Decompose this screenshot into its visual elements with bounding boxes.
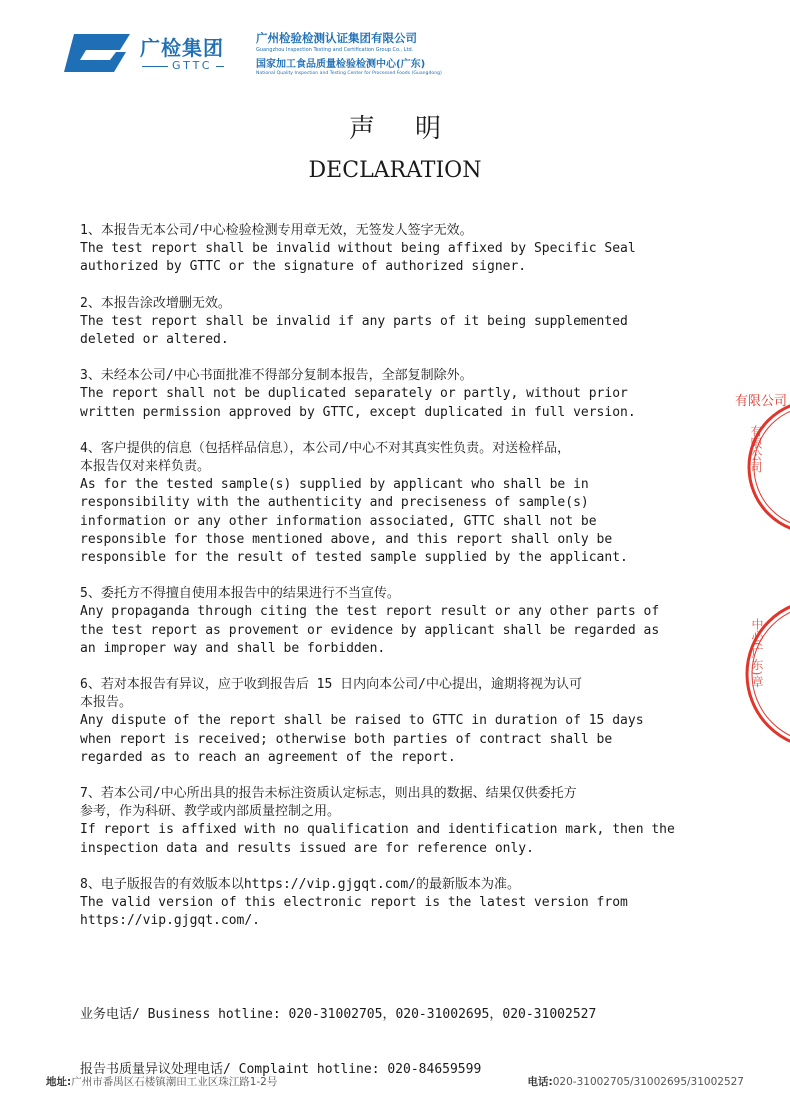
declaration-line: authorized by GTTC or the signature of authorized signer. bbox=[80, 259, 527, 275]
brand-divider bbox=[216, 66, 224, 67]
declaration-line: responsible for those mentioned above, and this report shall only be bbox=[80, 531, 613, 547]
seal-text-1: 有限公司 bbox=[749, 425, 763, 473]
declaration-line: information or any other information associated, GTTC shall not be bbox=[80, 513, 597, 529]
phone-value: 020-31002705/31002695/31002527 bbox=[552, 1076, 744, 1088]
business-hotline: 业务电话/ Business hotline: 020-31002705，020-31002695，020-31002527 bbox=[80, 1007, 597, 1023]
declaration-line: responsibility with the authenticity and preciseness of sample(s) bbox=[80, 495, 589, 511]
brand-name-cn: 广检集团 bbox=[140, 36, 224, 60]
company-block bbox=[256, 30, 466, 76]
declaration-line: 7、若本公司/中心所出具的报告未标注资质认定标志，则出具的数据、结果仅供委托方 bbox=[80, 786, 577, 802]
address-value: 广州市番禺区石楼镇潮田工业区珠江路1-2号 bbox=[71, 1076, 278, 1088]
declaration-item-5 bbox=[80, 585, 720, 658]
declaration-line: 6、若对本报告有异议，应于收到报告后 15 日内向本公司/中心提出，逾期将视为认可 bbox=[80, 677, 582, 693]
company-name-en: Guangzhou Inspection Testing and Certification Group Co., Ltd. bbox=[256, 47, 414, 53]
declaration-item-6 bbox=[80, 676, 720, 767]
gttc-logo-icon bbox=[60, 28, 132, 78]
declaration-item-4 bbox=[80, 440, 720, 567]
declaration-item-8 bbox=[80, 876, 720, 931]
center-name-en: National Quality Inspection and Testing Center for Processed Foods (Guangdong) bbox=[256, 71, 442, 76]
declaration-line: The report shall not be duplicated separately or partly, without prior bbox=[80, 386, 628, 402]
phone-label: 电话: bbox=[527, 1076, 553, 1088]
declaration-line: 本报告。 bbox=[80, 695, 133, 711]
declaration-line: Any propaganda through citing the test report result or any other parts of bbox=[80, 604, 660, 620]
declaration-line: responsible for the result of tested sample supplied by the applicant. bbox=[80, 550, 628, 566]
declaration-line: The test report shall be invalid if any parts of it being supplemented bbox=[80, 313, 628, 329]
declaration-line: 8、电子版报告的有效版本以https://vip.gjgqt.com/的最新版本为准。 bbox=[80, 876, 521, 892]
declaration-line: The valid version of this electronic report is the latest version from bbox=[80, 895, 628, 911]
declaration-line: The test report shall be invalid without being affixed by Specific Seal bbox=[80, 241, 636, 257]
footer-phone bbox=[528, 1074, 744, 1089]
declaration-line: As for the tested sample(s) supplied by applicant who shall be in bbox=[80, 477, 589, 493]
seal-text: 有限公司 bbox=[735, 394, 788, 409]
seal-text-2: 中心(广东)章 bbox=[750, 618, 764, 688]
declaration-line: an improper way and shall be forbidden. bbox=[80, 640, 386, 656]
declaration-body bbox=[80, 222, 720, 949]
brand-name-en bbox=[138, 59, 228, 72]
declaration-line: 本报告仅对来样负责。 bbox=[80, 459, 211, 475]
center-name-cn: 国家加工食品质量检验检测中心(广东) bbox=[256, 59, 426, 70]
declaration-line: deleted or altered. bbox=[80, 332, 229, 348]
declaration-line: inspection data and results issued are for reference only. bbox=[80, 840, 534, 856]
brand-divider bbox=[142, 66, 168, 67]
declaration-line: 4、客户提供的信息（包括样品信息），本公司/中心不对其真实性负责。对送检样品， bbox=[80, 440, 571, 456]
declaration-line: the test report as provement or evidence by applicant shall be regarded as bbox=[80, 622, 660, 638]
footer-address bbox=[46, 1074, 277, 1089]
declaration-line: If report is affixed with no qualification and identification mark, then the bbox=[80, 822, 675, 838]
letterhead bbox=[60, 24, 460, 84]
declaration-line: regarded as to reach an agreement of the report. bbox=[80, 749, 456, 765]
declaration-line: https://vip.gjgqt.com/. bbox=[80, 913, 261, 929]
title-en: DECLARATION bbox=[308, 158, 482, 183]
declaration-line: written permission approved by GTTC, except duplicated in full version. bbox=[80, 404, 636, 420]
brand-abbrev: GTTC bbox=[172, 59, 213, 72]
declaration-line: Any dispute of the report shall be raised to GTTC in duration of 15 days bbox=[80, 713, 644, 729]
declaration-line: 2、本报告涂改增删无效。 bbox=[80, 295, 231, 311]
title-cn: 声明 bbox=[348, 114, 481, 144]
declaration-item-1 bbox=[80, 222, 720, 277]
complaint-hotline: 报告书质量异议处理电话/ Complaint hotline: 020-84659599 bbox=[80, 1062, 482, 1078]
declaration-item-7 bbox=[80, 785, 720, 858]
declaration-line: 1、本报告无本公司/中心检验检测专用章无效，无签发人签字无效。 bbox=[80, 223, 473, 238]
declaration-item-3 bbox=[80, 367, 720, 422]
declaration-line: 5、委托方不得擅自使用本报告中的结果进行不当宣传。 bbox=[80, 586, 400, 602]
declaration-line: 参考，作为科研、教学或内部质量控制之用。 bbox=[80, 804, 341, 820]
declaration-item-2 bbox=[80, 295, 720, 350]
declaration-line: when report is received; otherwise both parties of contract shall be bbox=[80, 731, 613, 747]
address-label: 地址: bbox=[46, 1076, 72, 1088]
company-name-cn: 广州检验检测认证集团有限公司 bbox=[256, 31, 417, 45]
declaration-line: 3、未经本公司/中心书面批准不得部分复制本报告，全部复制除外。 bbox=[80, 368, 473, 384]
